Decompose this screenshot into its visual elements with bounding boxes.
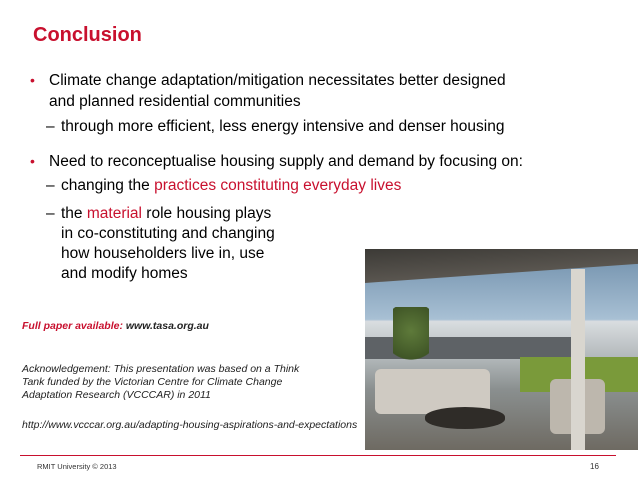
footer-divider [20,455,616,456]
bullet-2-line-1: Need to reconceptualise housing supply and demand by focusing on: [49,153,523,170]
bullet-1-sub-text: through more efficient, less energy intensive and denser housing [61,118,505,135]
page-number: 16 [590,462,599,471]
dash-icon: – [46,177,55,194]
bullet-dot-icon: • [30,72,35,88]
bullet-1 [30,70,590,112]
bullet-2-sub-2 [46,204,366,284]
sub-1-prefix: changing the [61,177,155,194]
dash-icon: – [46,118,55,135]
ack-line-3: Adaptation Research (VCCCAR) in 2011 [22,389,211,401]
material-highlight: material [86,205,142,222]
dash-icon: – [46,205,55,222]
sub-2-line-3: how householders live in, use [61,245,265,262]
photo-post [571,269,585,450]
acknowledgement [22,363,362,402]
sub-2-line-4: and modify homes [61,265,188,282]
photo-roof [365,249,638,283]
bullet-1-sub [46,117,606,137]
bullet-1-line-1: Climate change adaptation/mitigation necessitates better designed [49,72,506,89]
photo-plant [393,307,429,367]
bullet-2 [30,151,610,172]
practices-highlight: practices constituting everyday lives [154,177,402,194]
sub-2-line-2: in co-constituting and changing [61,225,275,242]
slide-title: Conclusion [33,24,142,46]
bullet-2-sub-1 [46,176,606,196]
vcccar-link[interactable]: http://www.vcccar.org.au/adapting-housing-aspirations-and-expectations [22,419,358,431]
sub-2-rest: role housing plays [142,205,272,222]
ack-line-1: Acknowledgement: This presentation was based on a Think [22,363,300,375]
paper-note [22,320,209,333]
bullet-dot-icon: • [30,153,35,169]
ack-line-2: Tank funded by the Victorian Centre for Climate Change [22,376,283,388]
bullet-1-line-2: and planned residential communities [49,93,301,110]
paper-label: Full paper available: [22,320,123,332]
paper-url[interactable]: www.tasa.org.au [125,320,209,332]
sub-2-prefix: the [61,205,87,222]
footer-copyright: RMIT University © 2013 [37,462,117,471]
